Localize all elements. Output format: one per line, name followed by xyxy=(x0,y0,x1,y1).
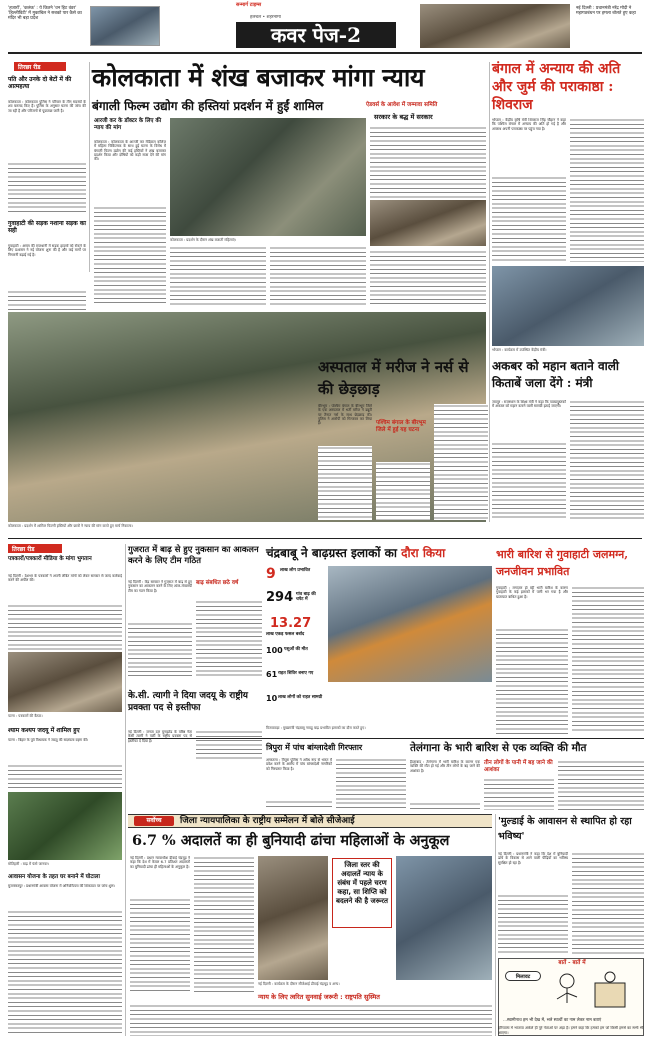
gujarat-headline: गुजरात में बाढ़ से हुए नुकसान का आकलन करने के लिए टीम गठित xyxy=(128,544,259,565)
lower-body1-cont xyxy=(8,604,122,650)
header-rule xyxy=(8,52,642,54)
nurse-side-head: पश्चिम बंगाल के बीरभूम जिले में हुई यह घटना xyxy=(376,420,426,433)
top-left-thumb xyxy=(90,6,160,46)
nurse-headline: अस्पताल में मरीज ने नर्स से की छेड़छाड़ xyxy=(318,358,469,398)
item2-body: गुवाहाटी : असम की राजधानी में सड़क हादसों को रोकने के लिए प्रशासन ने नई योजना शुरू की है और कई मार्गों पर निगरानी बढ़ाई गई है। xyxy=(8,244,86,257)
lower-photo1 xyxy=(8,652,122,712)
stat-2-num: 13.27 xyxy=(270,616,312,631)
guwahati-body: गुवाहाटी : लगातार हो रही भारी बारिश के कारण गुवाहाटी के कई इलाकों में पानी भर गया है और यातायात बाधित हुआ है। xyxy=(496,586,568,599)
telangana-body: हैदराबाद : तेलंगाना में भारी बारिश के कारण एक व्यक्ति की मौत हो गई और तीन लोगों के बह जाने की आशंका है। xyxy=(410,760,480,773)
lower-body1: नई दिल्ली : देशभर के पत्रकारों ने अपनी लंबित मांगों को लेकर सरकार से जल्द कार्रवाई करने की अपील की। xyxy=(8,574,122,583)
chandrababu-stats xyxy=(266,566,324,724)
gujarat-body-col2 xyxy=(196,600,262,676)
lead-bullet-head: आरजी कर के डॉक्टर के लिए की न्याय की मांग xyxy=(94,118,162,131)
chandrababu-headline xyxy=(266,544,492,562)
shivraj-headline: बंगाल में अन्याय की अति और जुर्म की पराकाष्ठा : शिवराज xyxy=(492,61,621,113)
lead-body-col2 xyxy=(170,246,266,306)
stat-0-label: लाख लोग प्रभावित xyxy=(280,568,311,573)
cartoon-title: बातें - बातें में xyxy=(558,960,586,966)
cji-headline: जिला न्यायपालिका के राष्ट्रीय सम्मेलन में बोले सीजेआई xyxy=(180,816,355,826)
lead-side-kicker: ऐडवर्स के आवेश में जम्मावा समिति xyxy=(366,102,438,108)
tripura-headline: त्रिपुरा में पांच बांग्लादेशी गिरफ्तार xyxy=(266,743,363,752)
tripura-body-col2 xyxy=(336,758,406,810)
lead-side-head: सरकार के बद्ध में सरकार xyxy=(374,113,433,121)
stat-2 xyxy=(266,616,324,642)
stat-5-label: लाख लोगों को राहत सामग्री xyxy=(278,695,323,700)
cji-body-col2 xyxy=(194,856,254,992)
tyagi-body-col1 xyxy=(196,730,262,760)
lead-subhead: बंगाली फिल्म उद्योग की हस्तियां प्रदर्शन में हुईं शामिल xyxy=(92,99,324,113)
akbar-body-col2 xyxy=(570,400,644,520)
chandrababu-headline-prefix: चंद्रबाबू ने बाढ़ग्रस्त इलाकों का xyxy=(266,546,397,560)
lead-body-col1 xyxy=(94,206,166,306)
masthead-small: सन्मार्ग टाइम्स xyxy=(236,2,262,8)
mid-rule xyxy=(8,538,642,539)
tyagi-headline: के.सी. त्यागी ने दिया जदयू के राष्ट्रीय प्रवक्ता पद से इस्तीफा xyxy=(128,691,249,713)
top-right-photo xyxy=(420,4,570,48)
stat-5 xyxy=(266,694,324,718)
cji-body-col1 xyxy=(130,898,190,992)
lead-headline: कोलकाता में शंख बजाकर मांगा न्याय xyxy=(92,63,425,92)
shivraj-body-col1 xyxy=(492,176,566,262)
chandrababu-photo-caption: विजयवाड़ा : मुख्यमंत्री चंद्रबाबू नायडू बाढ़ प्रभावित इलाकों का दौरा करते हुए। xyxy=(266,726,366,730)
stat-3-num: 100 xyxy=(266,646,283,655)
stat-3 xyxy=(266,646,324,668)
stat-4-label: राहत शिविर बनाए गए xyxy=(278,671,314,676)
stat-0 xyxy=(266,566,324,590)
lower-section-tag: तिरछा रीड xyxy=(8,544,62,553)
cji-photo xyxy=(258,856,328,980)
lead-bottom-caption: कोलकाता : प्रदर्शन में शामिल फिल्मी हस्तियों और छात्रों ने न्याय की मांग करते हुए मार्च निकाला। xyxy=(8,524,133,528)
item1-body-cont xyxy=(8,162,86,214)
guwahati-body-col2 xyxy=(572,586,644,734)
lower-photo2-caption: मोतिहारी : बाढ़ में फंसे जानवर। xyxy=(8,862,49,866)
cartoon-footer: हरियाणा में भाजपा अकेले ही पूरे नेताओं पर अड़ा है। हमने कहा कि हमको हम जो किसी हमसे का सभी भी आएगा। xyxy=(498,1026,644,1035)
stat-1-num: 294 xyxy=(266,590,294,605)
vrule-modi xyxy=(495,814,496,1036)
modi-body-col1 xyxy=(498,894,568,954)
lower-body3: मुजफ्फरपुर : प्रधानमंत्री आवास योजना में अनियमितता की शिकायत पर जांच शुरू। xyxy=(8,884,116,888)
top-left-tease: 'हजारों', 'कलंक' : ये कितने 'वन हिट वंडर' 'हिल्लीविटी' में मुकाबिल ने सबको पार कैसे का मंदिर भी बड़ा प्रदेश xyxy=(8,6,82,22)
lower-body2-cont xyxy=(8,764,122,788)
tripura-body: अगरतला : त्रिपुरा पुलिस ने अवैध रूप से भारत में प्रवेश करने के आरोप में पांच बांग्लादेशी नागरिकों को गिरफ्तार किया है। xyxy=(266,758,332,771)
masthead-date: हलचल • शहरनामा xyxy=(250,15,281,20)
modi-body: नई दिल्ली : प्रधानमंत्री ने कहा कि देश में बुनियादी ढांचे के विकास से आने वाली पीढ़ियों का भविष्य सुरक्षित हो रहा है। xyxy=(498,852,568,865)
lower-head1: पत्रकारों/पत्रकारों मीडिया के मांगा भुगतान xyxy=(8,556,92,562)
vrule-right xyxy=(489,62,490,522)
modi-headline-text: 'मुल्डाई के आवासन से स्थापित हो रहा भविष्य' xyxy=(498,816,632,842)
nurse-body-col3 xyxy=(434,404,488,520)
vrule-left xyxy=(89,62,90,272)
stat-3-label: पशुओं की मौत xyxy=(284,647,308,652)
chandrababu-photo xyxy=(328,566,492,682)
cji-sub-body xyxy=(130,1004,492,1036)
nurse-body: बीरभूम : पश्चिम बंगाल के बीरभूम जिले के एक अस्पताल में भर्ती मरीज ने ड्यूटी पर तैनात नर्स के साथ छेड़छाड़ की। पुलिस ने आरोपी को गिरफ्तार कर लिया है। xyxy=(318,404,372,426)
stat-1 xyxy=(266,590,324,614)
cartoon-box xyxy=(498,958,644,1036)
stat-2-label: लाख एकड़ फसल बर्बाद xyxy=(266,632,305,637)
telangana-bullet: तीन लोगों के पानी में बह जाने की आशंका xyxy=(484,760,553,773)
stat-1-label: गांव बाढ़ की चपेट में xyxy=(296,592,316,602)
telangana-body-col3 xyxy=(558,760,644,810)
modi-body-col2 xyxy=(572,852,644,954)
tyagi-body: नई दिल्ली : जनता दल यूनाइटेड के वरिष्ठ नेता केसी त्यागी ने पार्टी के राष्ट्रीय प्रवक्ता पद से इस्तीफा दे दिया है। xyxy=(128,730,192,743)
shivraj-body: भोपाल : केंद्रीय कृषि मंत्री शिवराज सिंह चौहान ने कहा कि पश्चिम बंगाल में अन्याय की अति हो गई है और अपराध अपनी पराकाष्ठा पर पहुंच गया है। xyxy=(492,118,566,131)
lead-photo-small xyxy=(370,200,486,246)
shivraj-body-col2 xyxy=(570,118,644,262)
akbar-body: जयपुर : राजस्थान के शिक्षा मंत्री ने कहा कि पाठ्यपुस्तकों में अकबर को महान बताने वाली सामग्री हटाई जाएगी। xyxy=(492,400,566,409)
item1-title: पति और उनके दो बेटों में की आत्महत्या xyxy=(8,76,72,90)
stat-4 xyxy=(266,670,324,692)
lower-head2: श्याम कश्यप जदयू में शामिल हुए xyxy=(8,727,80,734)
akbar-headline: अकबर को महान बताने वाली किताबें जला देंगे : मंत्री xyxy=(492,359,619,390)
lead-body-col3 xyxy=(270,246,366,306)
shivraj-photo xyxy=(492,266,644,346)
nurse-body-col1 xyxy=(318,446,372,520)
modi-headline xyxy=(410,814,492,820)
stat-4-num: 61 xyxy=(266,670,278,679)
top-right-tease: नई दिल्ली : प्रधानमंत्री नरेंद्र मोदी ने महागठबंधन पर हमला बोलते हुए कहा xyxy=(576,6,636,17)
header xyxy=(0,0,650,55)
stat-0-num: 9 xyxy=(266,566,276,582)
page-title: कवर पेज-2 xyxy=(270,23,362,47)
cji-photo-caption: नई दिल्ली : कार्यक्रम के दौरान सीजेआई डीवाई चंद्रचूड़ व अन्य। xyxy=(258,982,340,986)
lower-photo1-caption: पटना : पत्रकारों की बैठक। xyxy=(8,714,43,718)
cji-big-head: 6.7 % अदालतें का ही बुनियादी ढांचा महिलाओं के अनुकूल xyxy=(132,832,450,849)
chandrababu-headline-highlight: दौरा किया xyxy=(401,546,446,560)
cji-sub-head: न्याय के लिए त्वरित सुनवाई जरूरी : राष्ट्रपति सुस्मित xyxy=(258,993,380,1001)
stat-5-num: 10 xyxy=(266,694,278,703)
cartoon-drawing xyxy=(543,969,639,1015)
lower-photo2 xyxy=(8,792,122,860)
lead-body-col4 xyxy=(370,126,486,198)
cartoon-speech: मिलावट xyxy=(505,971,541,981)
gujarat-bullet: बाढ़ संबधित छठे वर्ष xyxy=(196,580,239,586)
akbar-body-col1 xyxy=(492,442,566,520)
item1-body: कोलकाता : कोलकाता पुलिस ने परिवार के तीन सदस्यों के शव बरामद किए हैं। पुलिस के अनुसार घटना की जांच की जा रही है और परिजनों से पूछताछ जारी है। xyxy=(8,100,86,113)
lower-mid-rule xyxy=(128,738,644,739)
cartoon-caption: ...स्वामीनाथ हम भी देख में, भले स्वार्थी का नाम लेकर नाम बताएं xyxy=(503,1017,602,1022)
gujarat-body-col1 xyxy=(128,622,192,676)
telangana-body-col1 xyxy=(410,802,480,810)
nurse-body-col2 xyxy=(376,462,430,520)
cji-quote: जिला स्तर की अदालतें न्याय के संबंध में पहले चरण कहा, सा शिप्ति को बदलने की है जरूरत xyxy=(332,858,392,928)
guwahati-headline: भारी बारिश से गुवाहाटी जलमग्न, जनजीवन प्रभावित xyxy=(496,548,629,578)
guwahati-body-col1 xyxy=(496,628,568,734)
lead-photo-caption: कोलकाता : प्रदर्शन के दौरान शंख बजाती महिलाएं। xyxy=(170,238,237,242)
lower-head3: आवासन योजना के तहत घर बनाने में घोटाला xyxy=(8,874,100,880)
lower-body3-cont xyxy=(8,910,122,1036)
cji-body: नई दिल्ली : प्रधान न्यायाधीश डीवाई चंद्रचूड़ ने कहा कि देश में केवल 6.7 प्रतिशत अदालतों का बुनियादी ढांचा ही महिलाओं के अनुकूल है। xyxy=(130,856,190,869)
item2-title: गुवाहाटी की सड़क नशाना सड़क का सही xyxy=(8,220,86,234)
gujarat-body: नई दिल्ली : केंद्र सरकार ने गुजरात में बाढ़ से हुए नुकसान का आकलन करने के लिए अंतर-मंत्रालयी टीम का गठन किया है। xyxy=(128,580,192,593)
lower-body2: पटना : बिहार के पूर्व विधायक ने जदयू की सदस्यता ग्रहण की। xyxy=(8,738,89,742)
shivraj-photo-caption: भोपाल : कार्यक्रम में उपस्थित केंद्रीय मंत्री। xyxy=(492,348,547,352)
lead-body-col5 xyxy=(370,250,486,306)
vrule-lower-left xyxy=(125,544,126,1036)
telangana-body-col2 xyxy=(484,778,554,810)
lead-body-1: कोलकाता : कोलकाता के आरजी कर मेडिकल कॉलेज में महिला चिकित्सक के साथ हुई घटना के विरोध में बंगाली फिल्म उद्योग की कई हस्तियों ने शंख बजाकर प्रदर्शन किया और दोषियों को कड़ी सजा देने की मांग की। xyxy=(94,140,166,162)
section-tag: तिरछा रीड xyxy=(14,62,66,71)
tripura-body-col1 xyxy=(266,800,332,810)
telangana-headline: तेलंगाना के भारी बारिश से एक व्यक्ति की मौत xyxy=(410,742,587,754)
cji-photo-2 xyxy=(396,856,492,980)
lead-photo xyxy=(170,118,366,236)
cji-tag: सर्वोच्च xyxy=(134,816,174,826)
